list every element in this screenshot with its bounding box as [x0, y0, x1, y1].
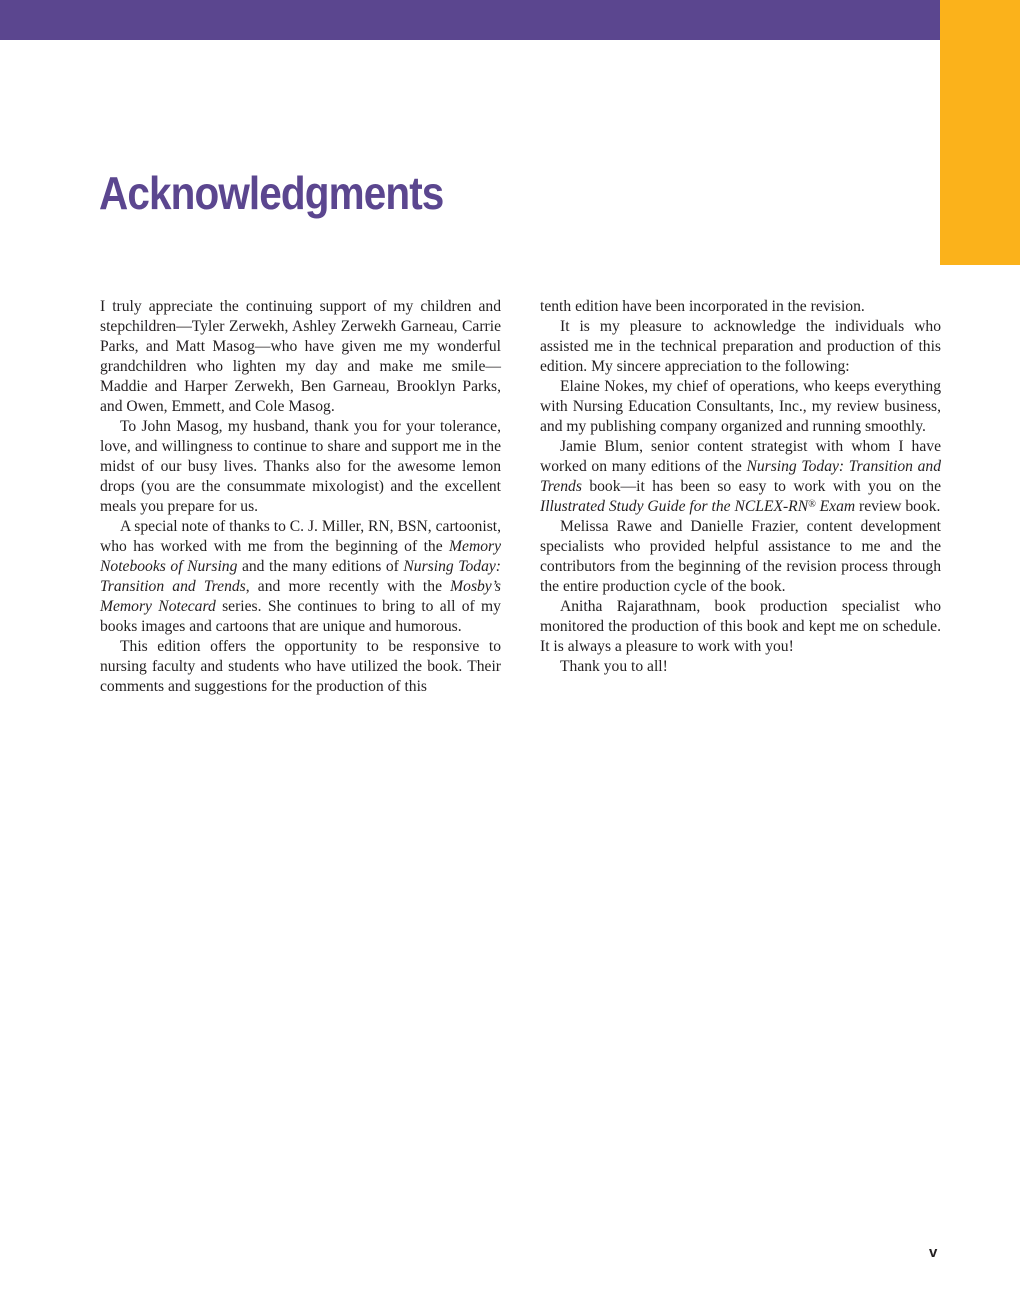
- book-title: Mosby’s Memory Notecard: [100, 578, 501, 615]
- paragraph-appreciation: It is my pleasure to acknowledge the individuals who assisted me in the technical preparation and production of this edition. My sincere appreciation to the following:: [540, 318, 941, 375]
- registered-mark: ®: [808, 499, 816, 510]
- chapter-tab: [940, 0, 1020, 265]
- top-color-band: [0, 0, 940, 40]
- paragraph-closing: Thank you to all!: [560, 658, 668, 675]
- text-run: Jamie Blum, senior content strategist with whom I have worked on many editions of the: [540, 438, 941, 475]
- paragraph-husband: To John Masog, my husband, thank you for your tolerance, love, and willingness to continue to share and support me in the midst of our busy lives. Thanks also for the awesome lemon drops (you are the consummate mixologist) and the excellent meals you prepare for us.: [100, 418, 501, 515]
- page-title: Acknowledgments: [99, 167, 444, 219]
- text-run: review book.: [855, 498, 941, 515]
- paragraph-production: Anitha Rajarathnam, book production specialist who monitored the production of this book and kept me on schedule. It is always a pleasure to work with you!: [540, 598, 941, 655]
- paragraph-operations: Elaine Nokes, my chief of operations, who keeps everything with Nursing Education Consultants, Inc., my review business, and my publishing company organized and running smoothly.: [540, 378, 941, 435]
- book-title: Nursing Today: Transition and Trends: [100, 558, 501, 595]
- text-run: , and more recently with the: [245, 578, 451, 595]
- paragraph-strategist: [540, 437, 941, 517]
- text-run: series. She continues to bring to all of my books images and cartoons that are unique and humorous.: [100, 598, 501, 635]
- book-title: [540, 498, 855, 515]
- paragraph-cartoonist: [100, 517, 501, 637]
- paragraph-edition-continued: tenth edition have been incorporated in the revision.: [540, 298, 865, 315]
- text-run: A special note of thanks to C. J. Miller, RN, BSN, cartoonist, who has worked with me from the beginning of the: [100, 518, 501, 555]
- right-column: [540, 297, 941, 677]
- left-column: [100, 297, 501, 697]
- text-run: Illustrated Study Guide for the NCLEX-RN: [540, 498, 809, 515]
- text-run: Exam: [815, 498, 856, 515]
- book-title: Nursing Today: Transition and Trends: [540, 458, 941, 495]
- book-title: Memory Notebooks of Nursing: [100, 538, 501, 575]
- paragraph-edition: This edition offers the opportunity to be responsive to nursing faculty and students who have utilized the book. Their comments and suggestions for the production of this: [100, 638, 501, 695]
- page-number: v: [929, 1244, 938, 1261]
- paragraph-family: I truly appreciate the continuing support of my children and stepchildren—Tyler Zerwekh, Ashley Zerwekh Garneau, Carrie Parks, and Matt Masog—who have given me my wonderful grandchildren who lighten my day and make me smile—Maddie and Harper Zerwekh, Ben Garneau, Brooklyn Parks, and Owen, Emmett, and Cole Masog.: [100, 298, 501, 415]
- paragraph-content-development: Melissa Rawe and Danielle Frazier, content development specialists who provided helpful assistance to me and the contributors from the beginning of the revision process through the entire production cycle of the book.: [540, 518, 941, 595]
- text-run: and the many editions of: [237, 558, 404, 575]
- text-run: book—it has been so easy to work with you on the: [581, 478, 941, 495]
